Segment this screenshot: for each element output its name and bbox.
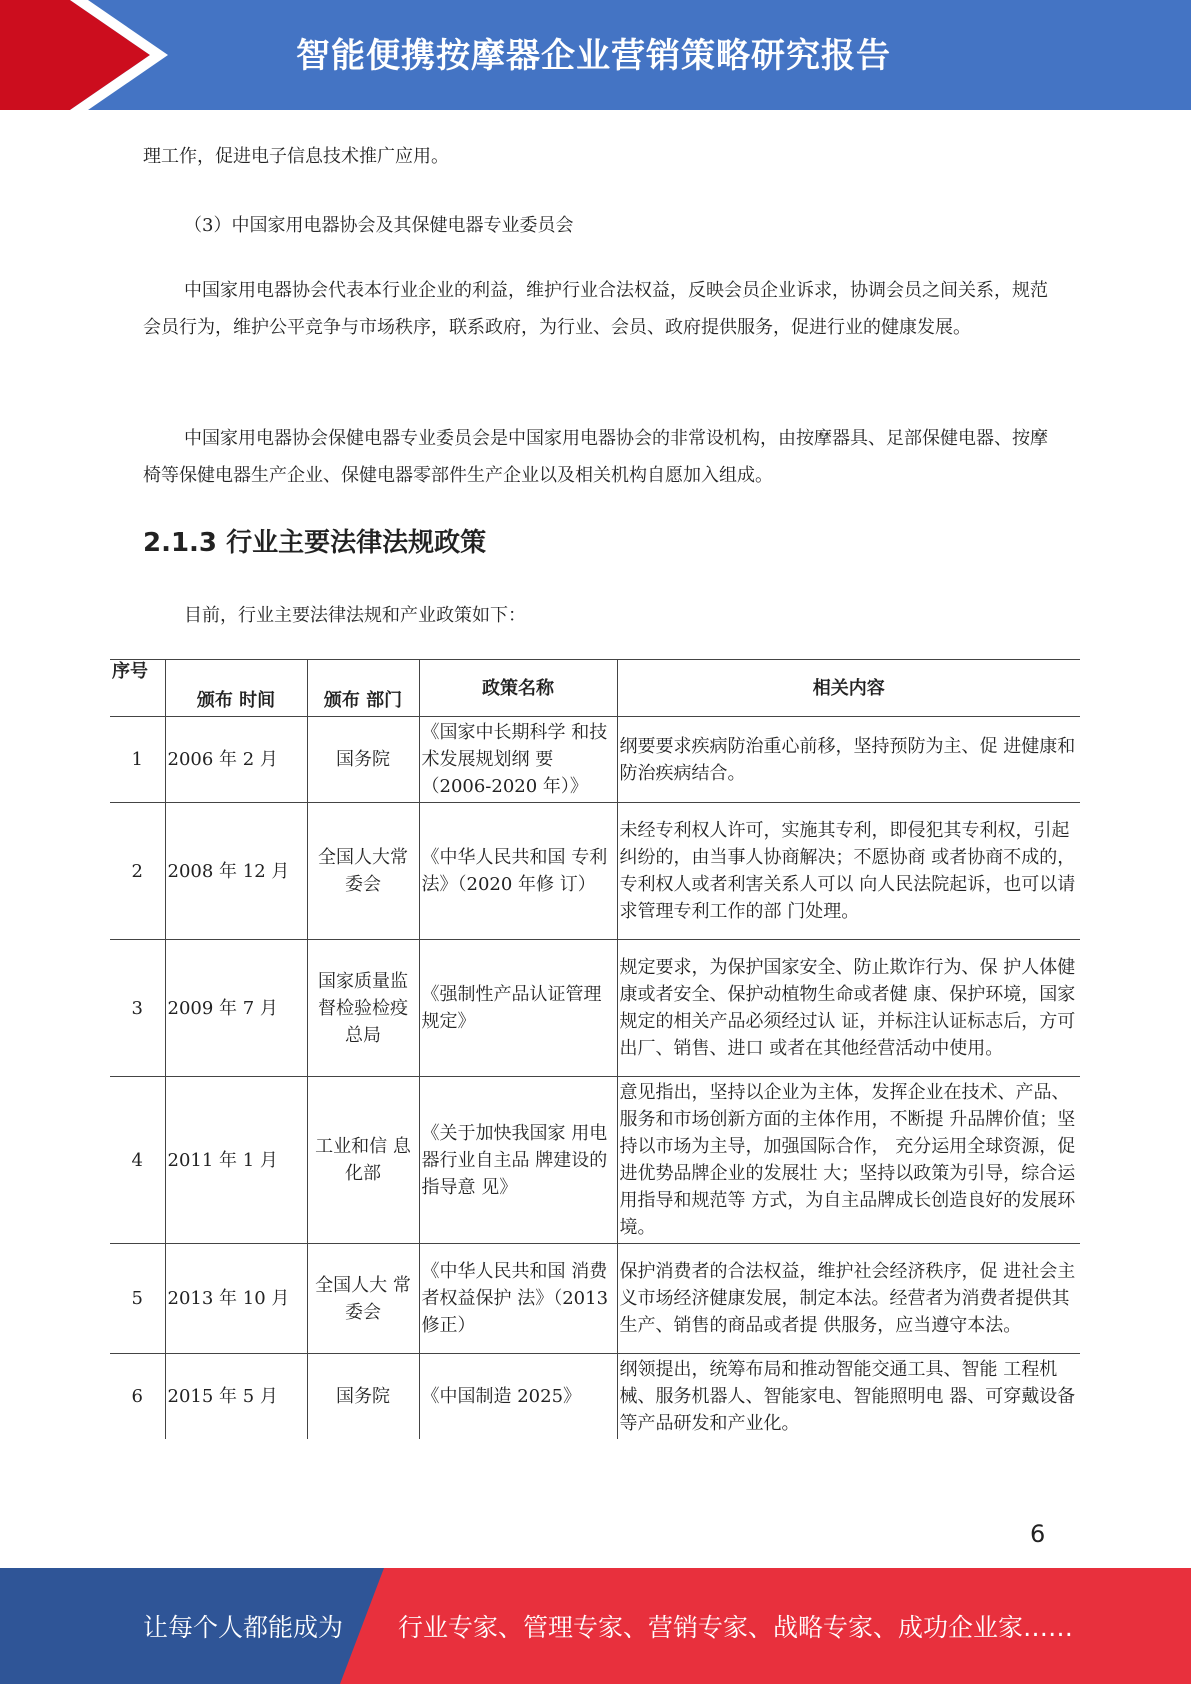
cell-date: 2013 年 10 月 [165, 1244, 307, 1354]
cell-dept: 国务院 [307, 1354, 419, 1440]
page-number: 6 [1030, 1520, 1046, 1548]
cell-dept: 国务院 [307, 717, 419, 803]
paragraph-continuation: 理工作，促进电子信息技术推广应用。 [143, 146, 449, 167]
table-row [110, 1354, 1080, 1440]
cell-num: 6 [110, 1354, 165, 1440]
cell-content: 保护消费者的合法权益，维护社会经济秩序，促 进社会主义市场经济健康发展，制定本法。经营者为消费者提供其生产、销售的商品或者提 供服务，应当遵守本法。 [617, 1244, 1080, 1354]
cell-num: 4 [110, 1077, 165, 1244]
table-row [110, 1077, 1080, 1244]
cell-dept: 全国人大 常委会 [307, 1244, 419, 1354]
table-header-row [110, 660, 1080, 717]
table-row [110, 1244, 1080, 1354]
cell-content: 未经专利权人许可，实施其专利，即侵犯其专利权，引起纠纷的，由当事人协商解决；不愿协商 或者协商不成的，专利权人或者利害关系人可以 向人民法院起诉，也可以请求管理专利工作的部 门处理。 [617, 803, 1080, 940]
table-row [110, 940, 1080, 1077]
cell-dept: 工业和信 息化部 [307, 1077, 419, 1244]
cell-date: 2008 年 12 月 [165, 803, 307, 940]
cell-name: 《中国制造 2025》 [419, 1354, 617, 1440]
header-name: 政策名称 [419, 660, 617, 717]
page-footer [0, 1568, 1191, 1684]
cell-content: 纲要要求疾病防治重心前移，坚持预防为主、促 进健康和防治疾病结合。 [617, 717, 1080, 803]
header-num: 序号 [110, 660, 165, 717]
cell-num: 5 [110, 1244, 165, 1354]
page-header [0, 0, 1191, 110]
cell-name: 《强制性产品认证管理规定》 [419, 940, 617, 1077]
paragraph-association: 中国家用电器协会代表本行业企业的利益，维护行业合法权益，反映会员企业诉求，协调会员之间关系，规范会员行为，维护公平竞争与市场秩序，联系政府，为行业、会员、政府提供服务，促进行业的健康发展。 [143, 280, 1048, 338]
cell-content: 规定要求，为保护国家安全、防止欺诈行为、保 护人体健康或者安全、保护动植物生命或者健 康、保护环境，国家规定的相关产品必须经过认 证，并标注认证标志后，方可出厂、销售、进口 或者在其他经营活动中使用。 [617, 940, 1080, 1077]
table-row [110, 803, 1080, 940]
cell-name: 《中华人民共和国 专利法》（2020 年修 订） [419, 803, 617, 940]
cell-date: 2009 年 7 月 [165, 940, 307, 1077]
cell-name: 《国家中长期科学 和技术发展规划纲 要（2006-2020 年）》 [419, 717, 617, 803]
table-intro: 目前，行业主要法律法规和产业政策如下： [184, 605, 526, 626]
cell-date: 2011 年 1 月 [165, 1077, 307, 1244]
paragraph-committee: 中国家用电器协会保健电器专业委员会是中国家用电器协会的非常设机构，由按摩器具、足部保健电器、按摩椅等保健电器生产企业、保健电器零部件生产企业以及相关机构自愿加入组成。 [143, 428, 1048, 486]
cell-dept: 国家质量监督检验检疫总局 [307, 940, 419, 1077]
header-content: 相关内容 [617, 660, 1080, 717]
header-dept: 颁布 部门 [307, 660, 419, 717]
cell-content: 意见指出，坚持以企业为主体，发挥企业在技术、产品、服务和市场创新方面的主体作用，不断提 升品牌价值；坚持以市场为主导，加强国际合作， 充分运用全球资源，促进优势品牌企业的发展壮 大；坚持以政策为引导，综合运用指导和规范等 方式，为自主品牌成长创造良好的发展环境。 [617, 1077, 1080, 1244]
table-row [110, 717, 1080, 803]
report-title: 智能便携按摩器企业营销策略研究报告 [296, 36, 891, 76]
subheading-association: （3）中国家用电器协会及其保健电器专业委员会 [184, 215, 574, 236]
cell-date: 2006 年 2 月 [165, 717, 307, 803]
policy-table [110, 659, 1080, 1439]
footer-slogan-right: 行业专家、管理专家、营销专家、战略专家、成功企业家…… [398, 1613, 1074, 1642]
cell-name: 《关于加快我国家 用电器行业自主品 牌建设的指导意 见》 [419, 1077, 617, 1244]
cell-num: 2 [110, 803, 165, 940]
cell-content: 纲领提出，统筹布局和推动智能交通工具、智能 工程机械、服务机器人、智能家电、智能照明电 器、可穿戴设备等产品研发和产业化。 [617, 1354, 1080, 1440]
footer-slogan-left: 让每个人都能成为 [143, 1613, 344, 1642]
header-date: 颁布 时间 [165, 660, 307, 717]
cell-name: 《中华人民共和国 消费者权益保护 法》（2013 修正） [419, 1244, 617, 1354]
cell-num: 1 [110, 717, 165, 803]
section-title: 2.1.3 行业主要法律法规政策 [143, 528, 487, 558]
cell-dept: 全国人大常委会 [307, 803, 419, 940]
cell-num: 3 [110, 940, 165, 1077]
cell-date: 2015 年 5 月 [165, 1354, 307, 1440]
